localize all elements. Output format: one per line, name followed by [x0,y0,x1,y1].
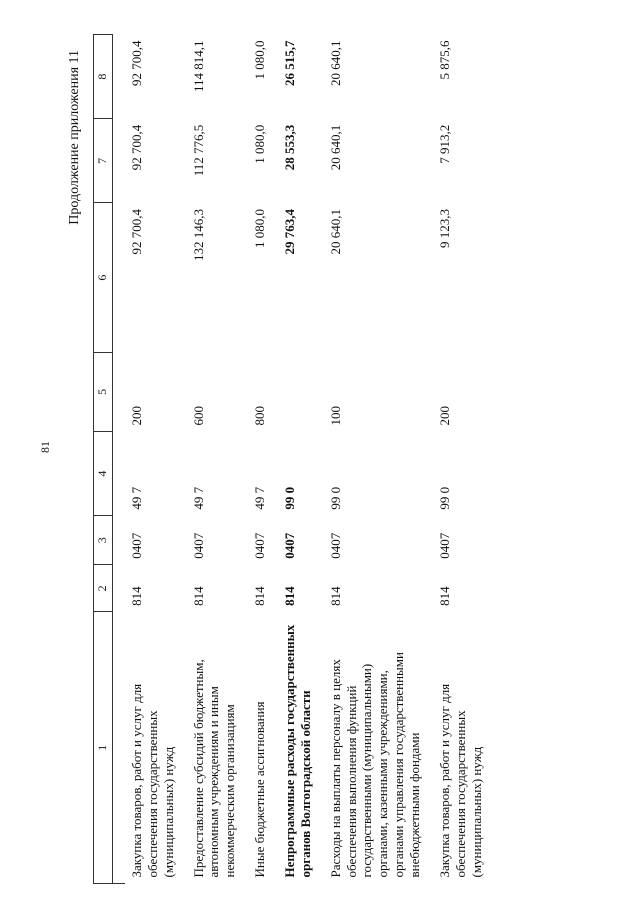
row-value-6: 29 763,4 [282,208,298,255]
row-value-6: 132 146,3 [190,208,206,261]
row-code-2: 814 [436,586,452,606]
row-code-2: 814 [190,586,206,606]
table-spacer-row [113,35,126,884]
table-row [187,35,249,884]
row-value-8: 26 515,7 [282,40,298,86]
appendix-title: Продолжение приложения 11 [67,50,82,225]
row-value-7: 7 913,2 [436,124,452,164]
row-code-4: 49 7 [190,486,206,510]
row-code-4: 99 0 [327,486,343,510]
row-code-5: 200 [129,405,144,426]
row-code-5: 600 [190,405,206,426]
column-header-7: 7 [94,119,113,203]
row-name: Непрограммные расходы государственных органов Волгоградской области [282,624,313,878]
row-code-3: 0407 [327,532,343,559]
row-value-8: 1 080,0 [252,40,268,80]
row-value-8: 114 814,1 [190,40,206,93]
row-code-2: 814 [327,586,343,606]
row-code-4: 49 7 [252,486,268,510]
column-header-1: 1 [94,612,113,884]
row-value-7: 92 700,4 [129,124,144,171]
row-code-5 [278,352,324,431]
row-code-5: 800 [252,405,268,426]
column-header-6: 6 [94,203,113,352]
table-header-row [94,35,113,884]
row-value-7: 28 553,3 [282,124,298,171]
row-code-4: 99 0 [282,486,298,510]
row-value-7: 20 640,1 [327,124,343,171]
row-name: Предоставление субсидий бюджетным, автономным учреждениям и иным некоммерческим организациям [190,659,238,878]
row-name: Иные бюджетные ассигнования [252,701,268,878]
column-header-4: 4 [94,431,113,515]
row-code-2: 814 [252,586,268,606]
row-code-3: 0407 [252,532,268,559]
table-row [248,35,278,884]
row-value-6: 9 123,3 [436,208,452,248]
row-value-7: 1 080,0 [252,124,268,164]
row-code-5: 100 [327,405,343,426]
row-code-2: 814 [129,586,144,606]
row-value-8: 92 700,4 [129,40,144,86]
row-value-7: 112 776,5 [190,124,206,177]
row-name: Закупка товаров, работ и услуг для обеспечения государственных (муниципальных) нужд [129,683,176,878]
column-header-8: 8 [94,35,113,119]
table-row [125,35,187,884]
column-header-5: 5 [94,352,113,431]
row-name: Расходы на выплаты персоналу в целях обеспечения выполнения функций государственными (муниципальными) органами, казенными учреждениями, органами управления государственными внебюджетными фондами [327,652,423,878]
row-value-6: 20 640,1 [327,208,343,255]
row-code-3: 0407 [190,532,206,559]
row-value-6: 1 080,0 [252,208,268,248]
table-row [433,35,495,884]
rotated-page-content [35,34,595,884]
row-code-3: 0407 [129,532,144,559]
row-code-3: 0407 [436,532,452,559]
table-row-subtotal [278,35,324,884]
row-code-5: 200 [436,405,452,426]
table-row [324,35,433,884]
row-code-3: 0407 [282,532,298,559]
row-code-4: 99 0 [436,486,452,510]
page-number: 81 [38,441,52,453]
column-header-3: 3 [94,516,113,565]
row-name: Закупка товаров, работ и услуг для обеспечения государственных (муниципальных) нужд [436,683,484,878]
row-code-4: 49 7 [129,486,144,510]
column-header-2: 2 [94,565,113,612]
row-value-8: 5 875,6 [436,40,452,80]
row-code-2: 814 [282,586,298,606]
budget-table [93,34,494,884]
row-value-8: 20 640,1 [327,40,343,86]
row-value-6: 92 700,4 [129,208,144,255]
